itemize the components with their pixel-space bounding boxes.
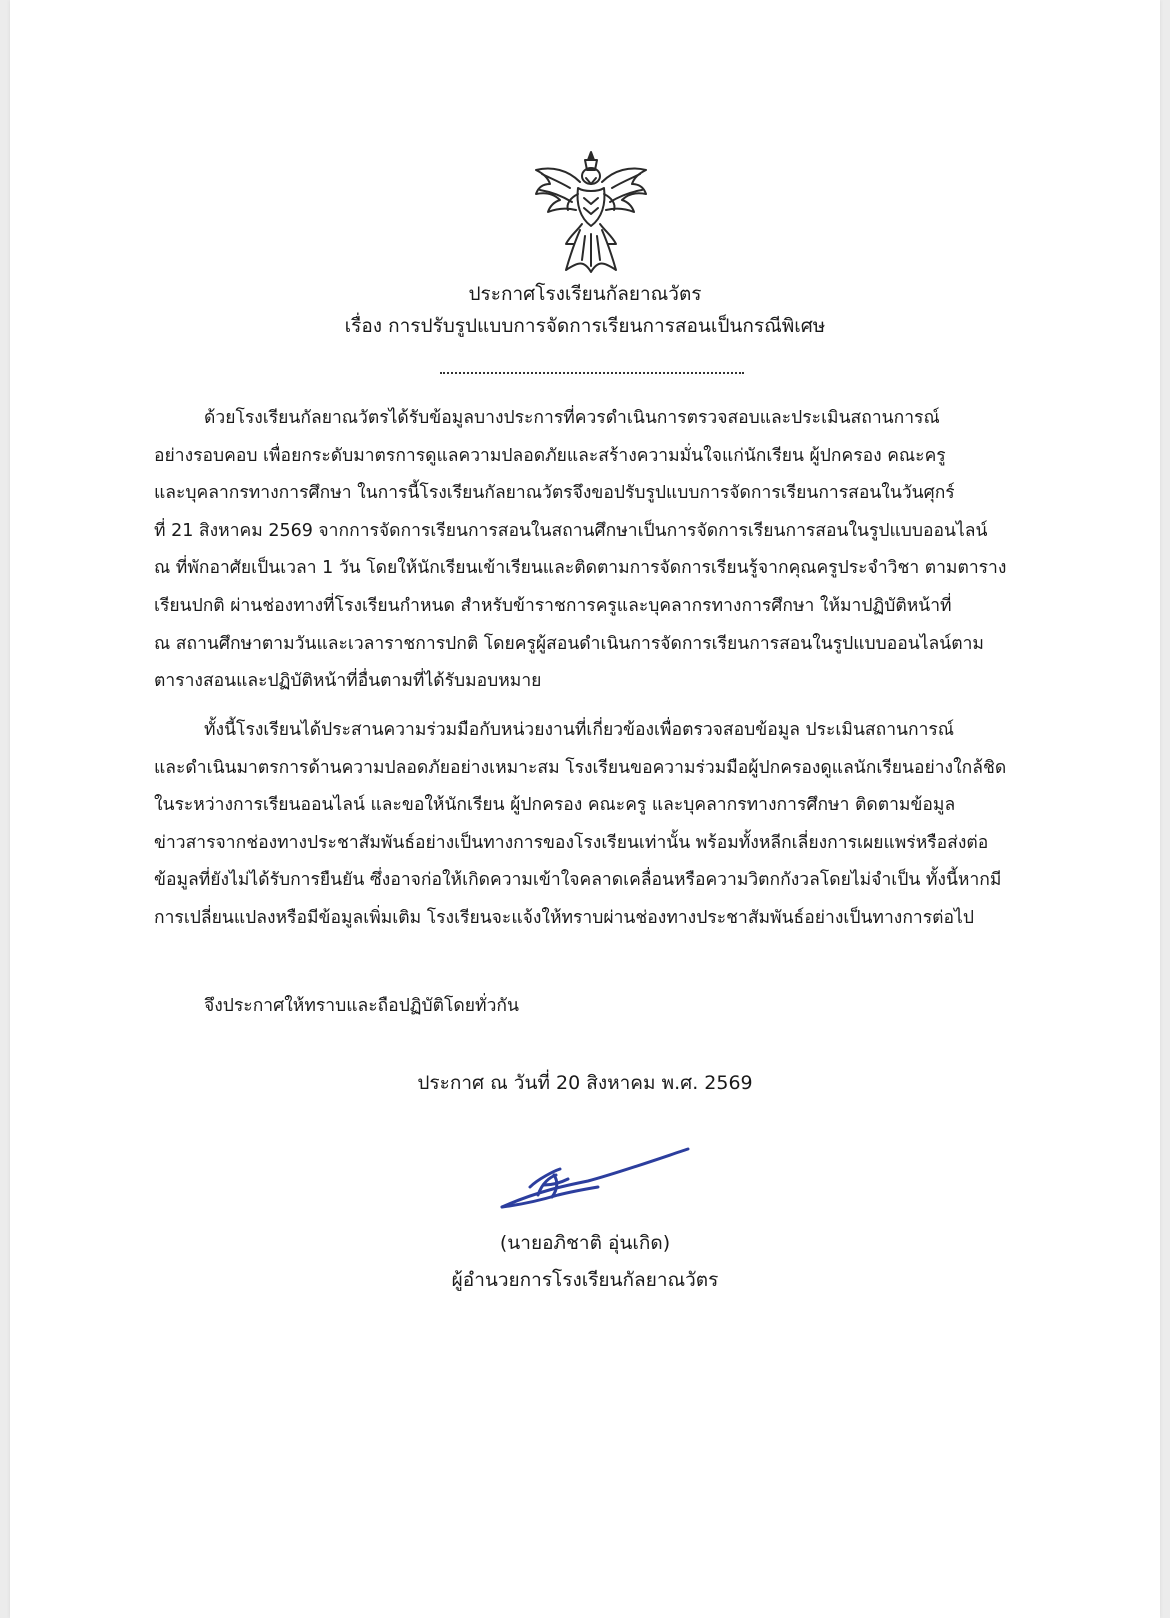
body-line: ในระหว่างการเรียนออนไลน์ และขอให้นักเรียน ผู้ปกครอง คณะครู และบุคลากรทางการศึกษา ติดตามข้อมูล	[154, 795, 956, 816]
body-line: ณ ที่พักอาศัยเป็นเวลา 1 วัน โดยให้นักเรียนเข้าเรียนและติดตามการจัดการเรียนรู้จากคุณครูประจำวิชา ตามตาราง	[154, 558, 1007, 579]
signature-icon	[498, 1145, 703, 1225]
closing-statement	[154, 988, 1042, 1026]
body-line: อย่างรอบคอบ เพื่อยกระดับมาตรการดูแลความปลอดภัยและสร้างความมั่นใจแก่นักเรียน ผู้ปกครอง คณะครู	[154, 445, 946, 466]
body-line: เรียนปกติ ผ่านช่องทางที่โรงเรียนกำหนด สำหรับข้าราชการครูและบุคลากรทางการศึกษา ให้มาปฏิบัติหน้าที่	[154, 595, 952, 616]
body-line: ทั้งนี้โรงเรียนได้ประสานความร่วมมือกับหน่วยงานที่เกี่ยวข้องเพื่อตรวจสอบข้อมูล ประเมินสถานการณ์	[204, 720, 955, 740]
body-line: การเปลี่ยนแปลงหรือมีข้อมูลเพิ่มเติม โรงเรียนจะแจ้งให้ทราบผ่านช่องทางประชาสัมพันธ์อย่างเป็นทางการต่อไป	[154, 907, 974, 928]
announcement-date: ประกาศ ณ วันที่ 20 สิงหาคม พ.ศ. 2569	[417, 1072, 753, 1094]
signatory-name: (นายอภิชาติ อุ่นเกิด)	[499, 1232, 671, 1254]
dotted-divider	[440, 372, 744, 374]
paragraph-2	[154, 712, 1042, 938]
signatory-title: ผู้อำนวยการโรงเรียนกัลยาณวัตร	[451, 1269, 719, 1291]
garuda-emblem-icon	[530, 148, 652, 276]
body-line: ตารางสอนและปฏิบัติหน้าที่อื่นตามที่ได้รับมอบหมาย	[154, 671, 542, 692]
body-line: ณ สถานศึกษาตามวันและเวลาราชการปกติ โดยครูผู้สอนดำเนินการจัดการเรียนการสอนในรูปแบบออนไลน์ตาม	[154, 633, 984, 654]
announcement-title: ประกาศโรงเรียนกัลยาณวัตร	[468, 283, 702, 305]
body-line: ข้อมูลที่ยังไม่ได้รับการยืนยัน ซึ่งอาจก่อให้เกิดความเข้าใจคลาดเคลื่อนหรือความวิตกกังวลโดยไม่จำเป็น ทั้งนี้หากมี	[154, 870, 1002, 891]
announcement-subject: เรื่อง การปรับรูปแบบการจัดการเรียนการสอนเป็นกรณีพิเศษ	[344, 315, 826, 337]
body-line: ด้วยโรงเรียนกัลยาณวัตรได้รับข้อมูลบางประการที่ควรดำเนินการตรวจสอบและประเมินสถานการณ์	[204, 408, 940, 428]
announcement-page	[10, 0, 1160, 1618]
body-line: ที่ 21 สิงหาคม 2569 จากการจัดการเรียนการสอนในสถานศึกษาเป็นการจัดการเรียนการสอนในรูปแบบออนไลน์	[154, 520, 988, 541]
body-line: และบุคลากรทางการศึกษา ในการนี้โรงเรียนกัลยาณวัตรจึงขอปรับรูปแบบการจัดการเรียนการสอนในวันศุกร์	[154, 483, 955, 504]
body-line: ข่าวสารจากช่องทางประชาสัมพันธ์อย่างเป็นทางการของโรงเรียนเท่านั้น พร้อมทั้งหลีกเลี่ยงการเผยแพร่หรือส่งต่อ	[154, 832, 989, 853]
paragraph-1	[154, 400, 1042, 701]
body-line: และดำเนินมาตรการด้านความปลอดภัยอย่างเหมาะสม โรงเรียนขอความร่วมมือผู้ปกครองดูแลนักเรียนอย่างใกล้ชิด	[154, 757, 1007, 778]
closing-line: จึงประกาศให้ทราบและถือปฏิบัติโดยทั่วกัน	[204, 996, 519, 1016]
